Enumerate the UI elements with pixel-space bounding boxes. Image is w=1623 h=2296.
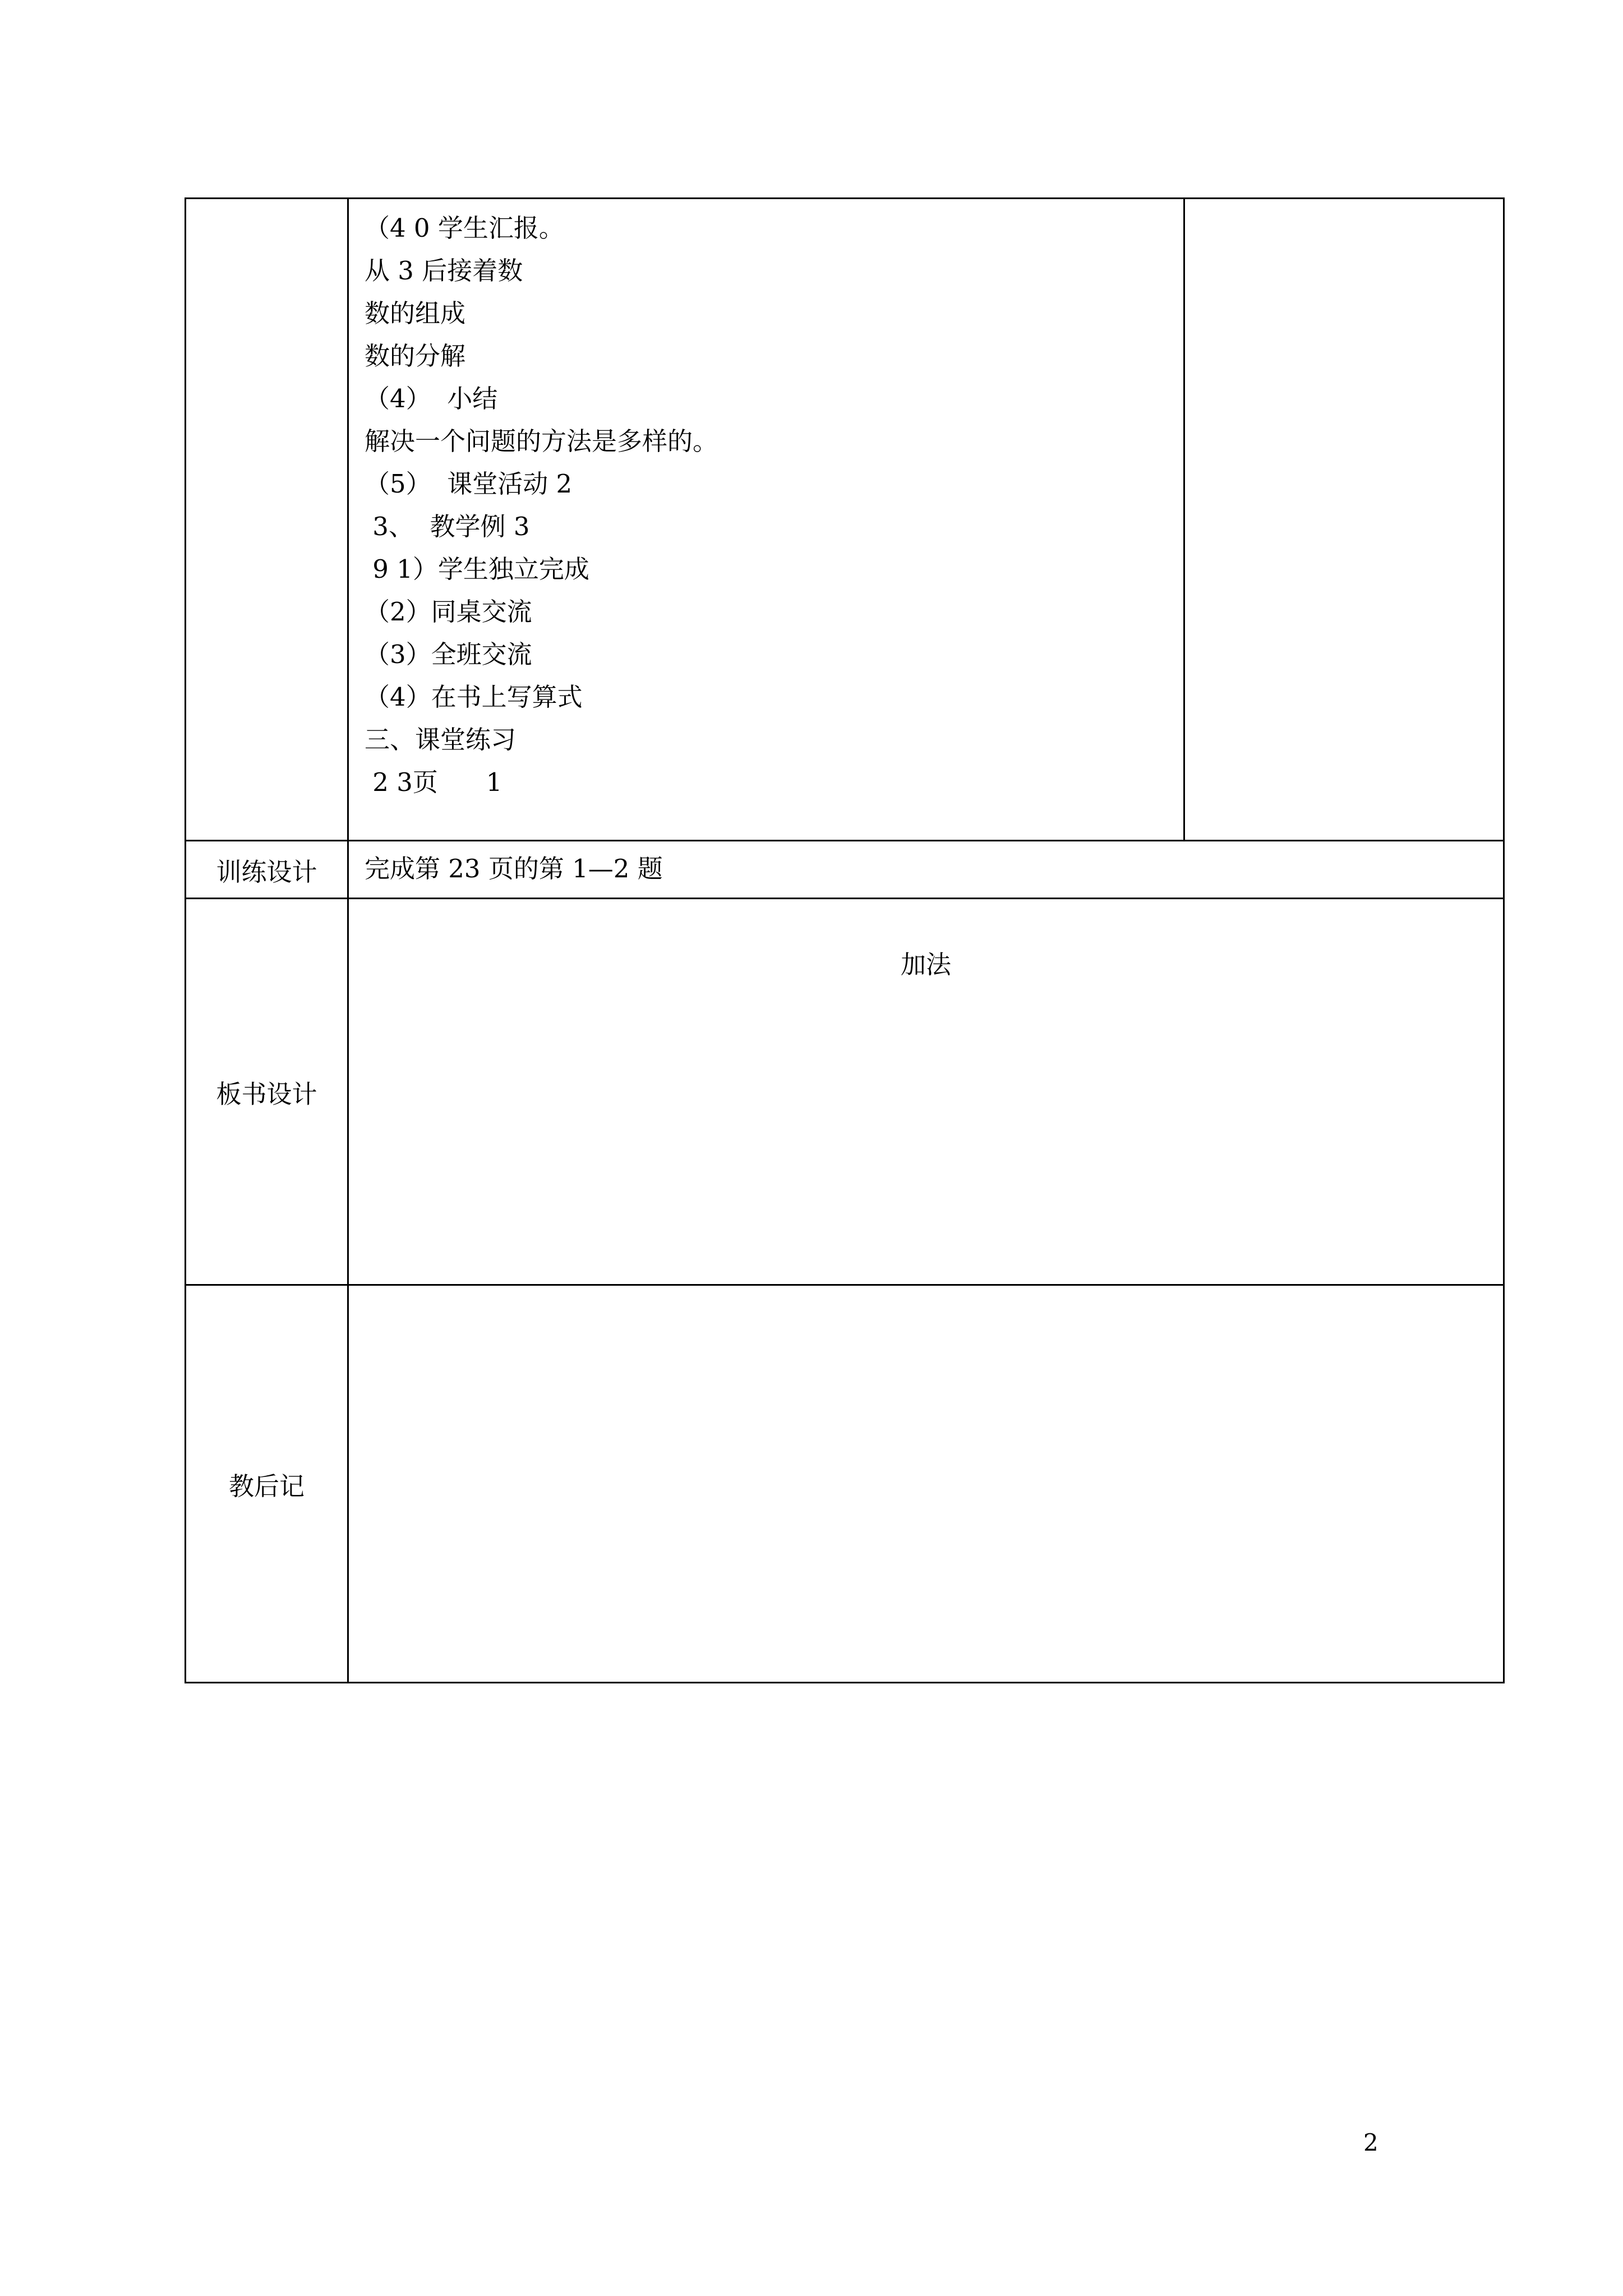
reflection-row [186, 1285, 1504, 1683]
process-line: （4 0 学生汇报。 [365, 213, 564, 243]
process-line: 数的组成 [365, 298, 466, 328]
process-line: （5） 课堂活动 2 [365, 469, 573, 499]
process-line: 2 3页 1 [365, 767, 502, 797]
process-line: 三、课堂练习 [365, 725, 517, 754]
process-label-cell [186, 199, 348, 841]
process-line: 从 3 后接着数 [365, 256, 523, 286]
board-row [186, 899, 1504, 1285]
training-label: 训练设计 [186, 841, 348, 899]
lesson-plan-table [185, 197, 1505, 1683]
page-number: 2 [1363, 2129, 1378, 2156]
board-content-cell [348, 899, 1504, 1285]
process-line: （3）全班交流 [365, 639, 532, 669]
process-line: （4）在书上写算式 [365, 682, 583, 712]
notes-cell [1184, 199, 1504, 841]
process-line: 解决一个问题的方法是多样的。 [365, 426, 718, 456]
process-row [186, 199, 1504, 841]
training-row [186, 841, 1504, 899]
process-line: （2）同桌交流 [365, 597, 532, 627]
training-content: 完成第 23 页的第 1—2 题 [348, 841, 1504, 899]
process-content-cell [348, 199, 1184, 841]
process-line: 数的分解 [365, 341, 466, 371]
process-line: 3、 教学例 3 [365, 512, 530, 541]
board-label: 板书设计 [186, 899, 348, 1285]
board-title: 加法 [900, 950, 951, 979]
process-line: （4） 小结 [365, 384, 498, 413]
reflection-content-cell [348, 1285, 1504, 1683]
process-line: 9 1）学生独立完成 [365, 554, 589, 584]
reflection-label: 教后记 [186, 1285, 348, 1683]
